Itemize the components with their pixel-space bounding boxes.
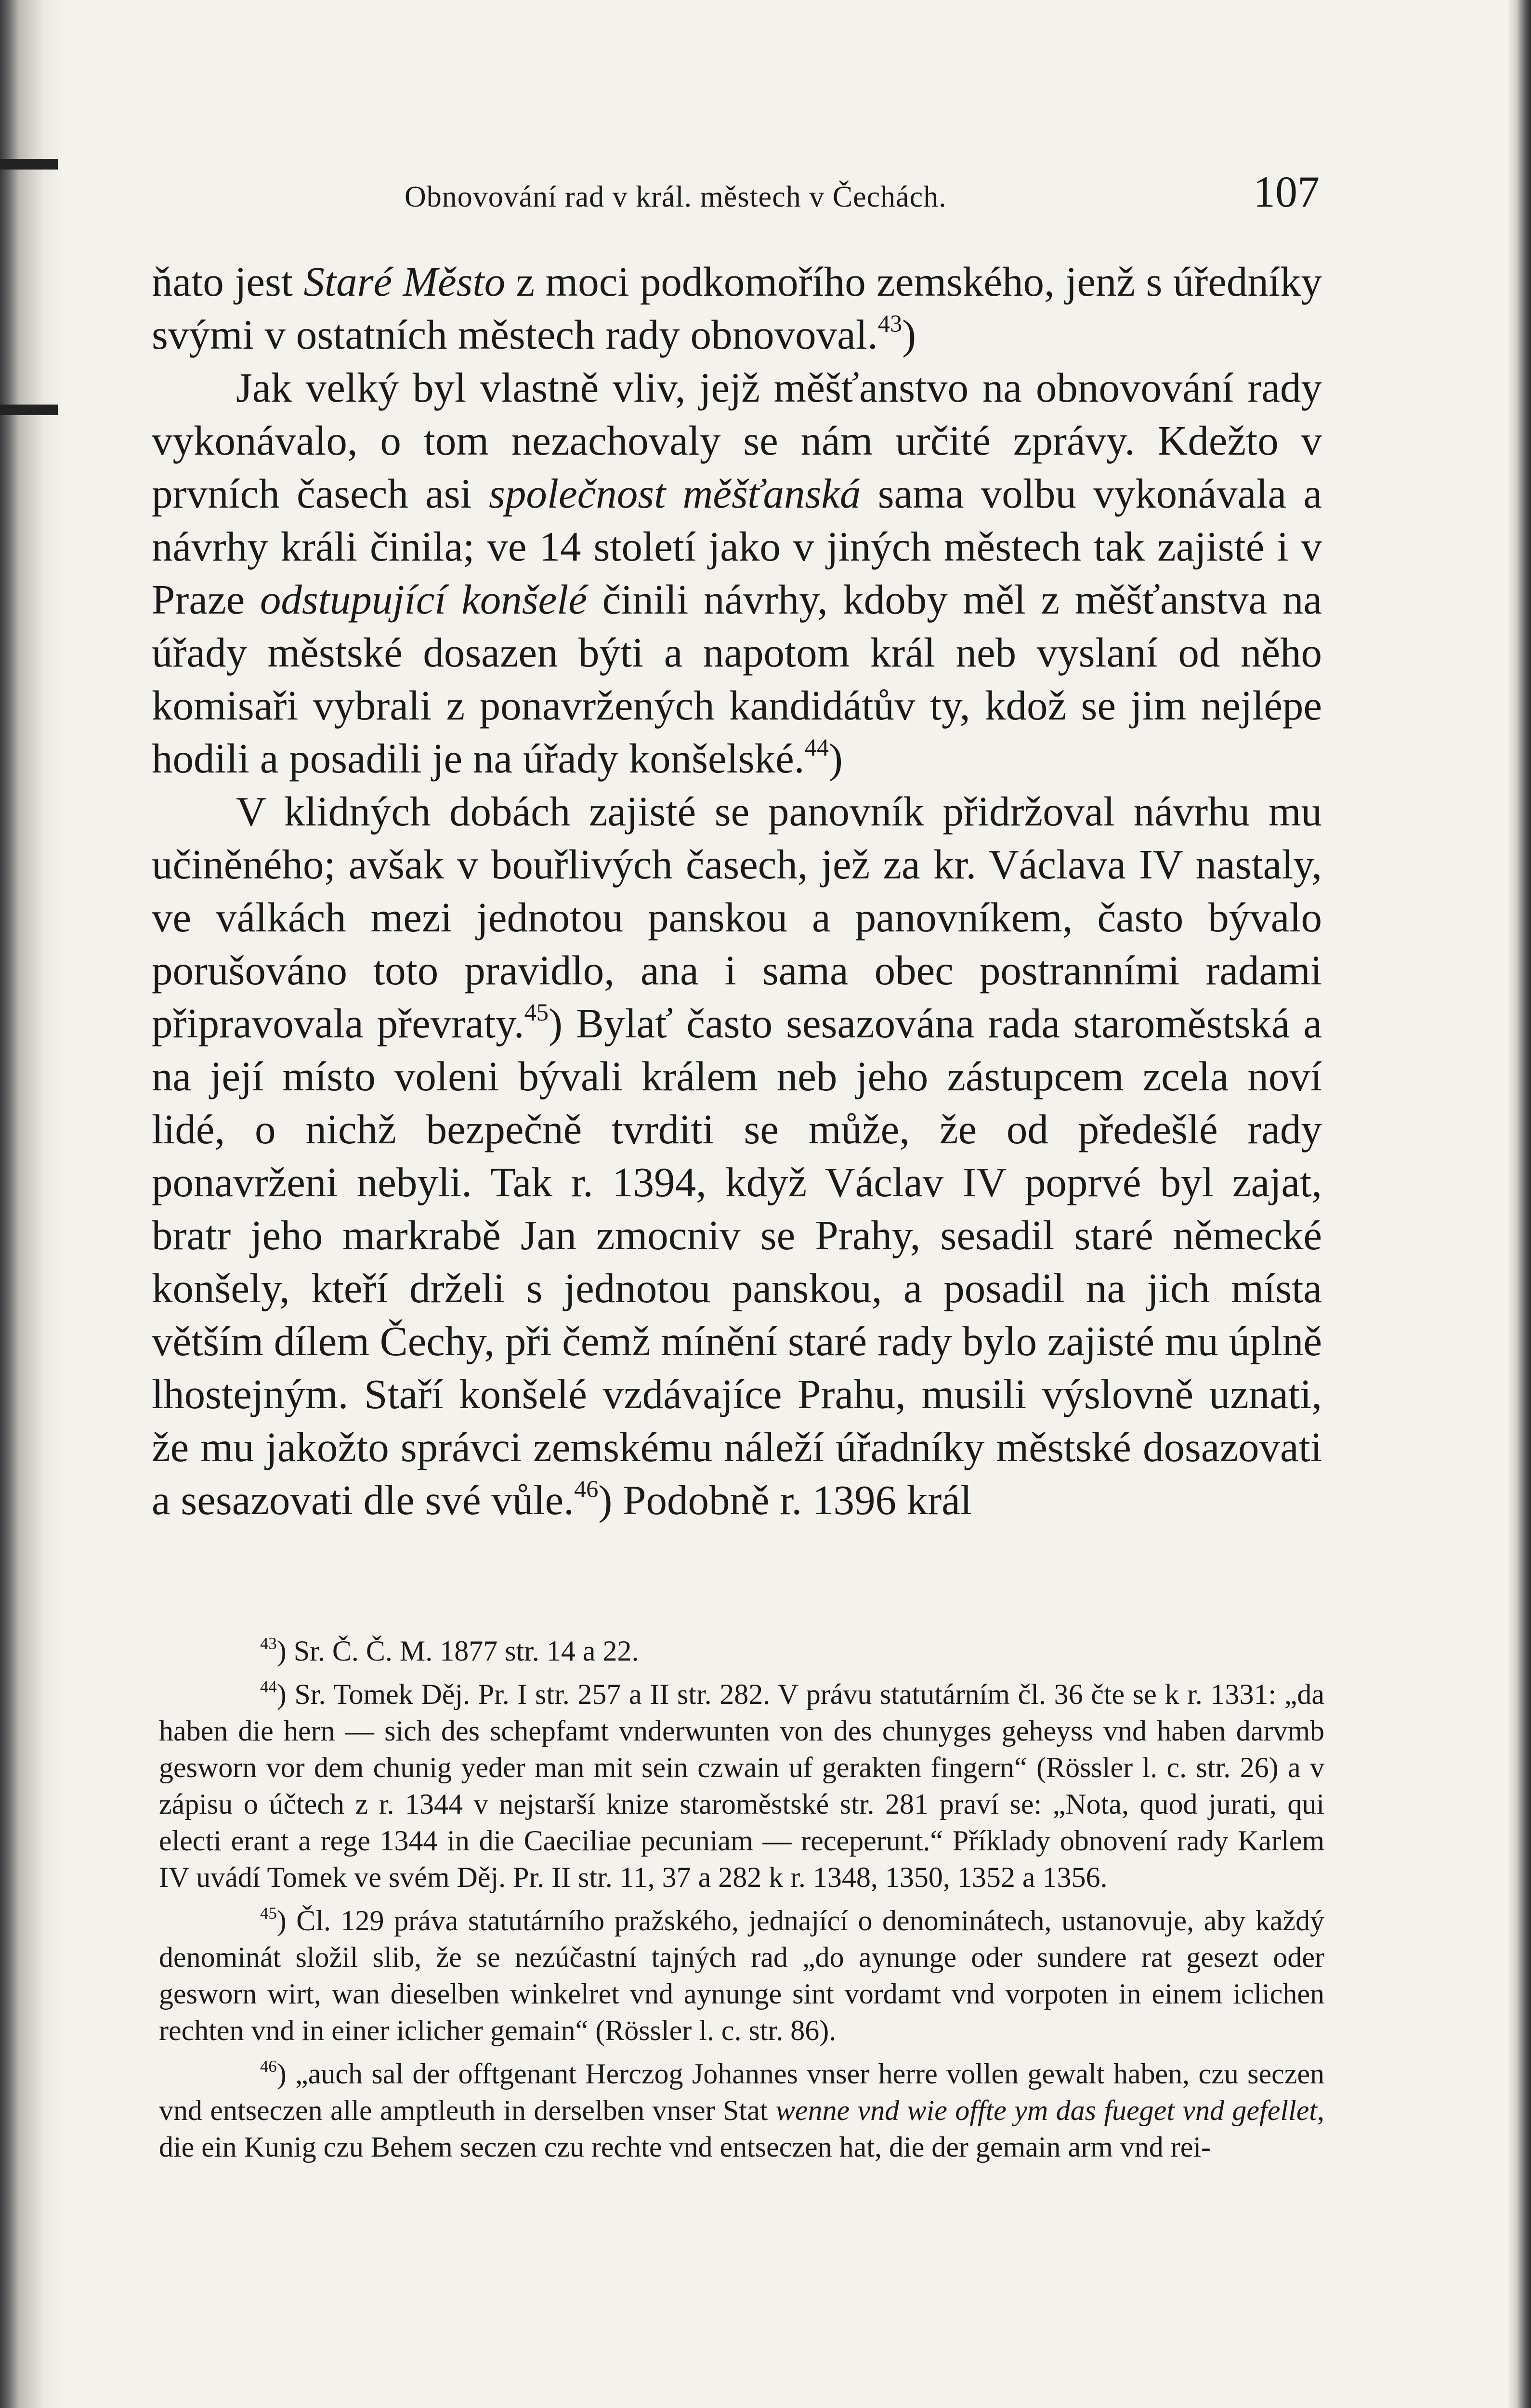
footnote-text: ) Sr. Tomek Děj. Pr. I str. 257 a II str. 282. V právu statutárním čl. 36 čte se k r. 1331: „da haben die hern — sich des schepfamt vnderwunten von des chunyges geheyss vnd haben darvmb gesworn vor dem chunig yeder man mit sein czwain uf gerakten fingern“ (Rössler l. c. str. 26) a v zápisu o účtech z r. 1344 v nejstarší knize staroměstské str. 281 praví se: „Nota, quod jurati, qui electi erant a rege 1344 in die Caeciliae pecuniam — receperunt.“ Příklady obnovení rady Karlem IV uvádí Tomek ve svém Děj. Pr. II str. 11, 37 a 282 k r. 1348, 1350, 1352 a 1356. (159, 1678, 1324, 1893)
emphasis: wenne vnd wie offte ym das fueget vnd gefellet (775, 2094, 1317, 2126)
footnote-number: 45 (260, 1903, 277, 1923)
emphasis: odstupující konšelé (260, 576, 587, 623)
footnote-text: ) Čl. 129 práva statutárního pražského, jednající o denominátech, ustanovuje, aby každý denominát složil slib, že se nezúčastní tajných rad „do aynunge oder sundere rat gesezt oder gesworn wirt, wan dieselben winkelret vnd aynunge sint vordamt vnd vorpoten in einem iclichen rechten vnd in einer iclicher gemain“ (Rössler l. c. str. 86). (159, 1905, 1324, 2046)
emphasis: Staré Město (303, 258, 506, 305)
footnote-number: 43 (260, 1634, 277, 1653)
text-run: sama volbu vykonávala a návrhy králi činila; ve 14 století jako v jiných městech tak zajisté i v Praze (152, 470, 1322, 623)
footnote-text: ) „auch sal der offtgenant Herczog Johannes vnser herre vollen gewalt haben, czu seczen vnd entseczen alle amptleuth in derselben vnser Stat (159, 2058, 1324, 2126)
text-run: z moci podkomořího zemského, jenž s úředníky svými v ostatních městech rady obnovoval. (152, 258, 1322, 358)
footnote-ref: 46 (574, 1475, 599, 1503)
footnote-ref: 43 (877, 310, 903, 337)
footnote-ref: 45 (524, 998, 549, 1026)
footnote (159, 1633, 1324, 1669)
paragraph (152, 255, 1322, 361)
main-text (152, 255, 1322, 1527)
paragraph (152, 785, 1322, 1527)
page-number: 107 (1253, 167, 1320, 216)
scan-edge-mark (0, 159, 58, 170)
paragraph (152, 361, 1322, 785)
text-run: ) (902, 311, 916, 358)
text-run: ňato jest (152, 258, 304, 305)
text-run: ) Bylať často sesazována rada staroměstská a na její místo voleni bývali králem neb jeho zástupcem zcela noví lidé, o nichž bezpečně tvrditi se může, že od předešlé rady ponavrženi nebyli. Tak r. 1394, když Václav IV poprvé byl zajat, bratr jeho markrabě Jan zmocniv se Prahy, sesadil staré německé konšely, kteří drželi s jednotou panskou, a posadil na jich místa větším dílem Čechy, při čemž mínění staré rady bylo zajisté mu úplně lhostejným. Staří konšelé vzdávajíce Prahu, musili výslovně uznati, že mu jakožto správci zemskému náleží úřadníky městské dosazovati a sesazovati dle své vůle. (152, 1000, 1322, 1523)
running-title: Obnovování rad v král. městech v Čechách. (405, 181, 947, 213)
text-run: V klidných dobách zajisté se panovník přidržoval návrhu mu učiněného; avšak v bouřlivých časech, jež za kr. Václava IV nastaly, ve válkách mezi jednotou panskou a panovníkem, často bývalo porušováno toto pravidlo, ana i sama obec postranními radami připravovala převraty. (152, 788, 1322, 1047)
footnote (159, 1676, 1324, 1896)
text-run: Jak velký byl vlastně vliv, jejž měšťanstvo na obnovování rady vykonávalo, o tom nezachovaly se nám určité zprávy. Kdežto v prvních časech asi (152, 364, 1322, 517)
scan-right-edge (1507, 0, 1531, 2408)
footnote (159, 1902, 1324, 2049)
scan-left-edge (0, 0, 63, 2408)
text-run: ) (828, 735, 843, 782)
page-header (405, 166, 1320, 219)
footnote-text: ) Sr. Č. Č. M. 1877 str. 14 a 22. (276, 1635, 639, 1667)
footnotes (159, 1633, 1324, 2172)
text-run: ) Podobně r. 1396 král (598, 1477, 972, 1523)
text-run: činili návrhy, kdoby měl z měšťanstva na úřady městské dosazen býti a napotom král neb vyslaní od něho komisaři vybrali z ponavržených kandidátův ty, kdož se jim nejlépe hodili a posadili je na úřady konšelské. (152, 576, 1322, 782)
footnote (159, 2055, 1324, 2165)
footnote-text: , die ein Kunig czu Behem seczen czu rechte vnd entseczen hat, die der gemain arm vnd rei- (159, 2094, 1324, 2163)
footnote-number: 44 (260, 1677, 277, 1696)
footnote-number: 46 (260, 2056, 277, 2076)
emphasis: společnost měšťanská (488, 470, 861, 517)
scan-edge-mark (0, 405, 58, 415)
footnote-ref: 44 (804, 733, 829, 761)
